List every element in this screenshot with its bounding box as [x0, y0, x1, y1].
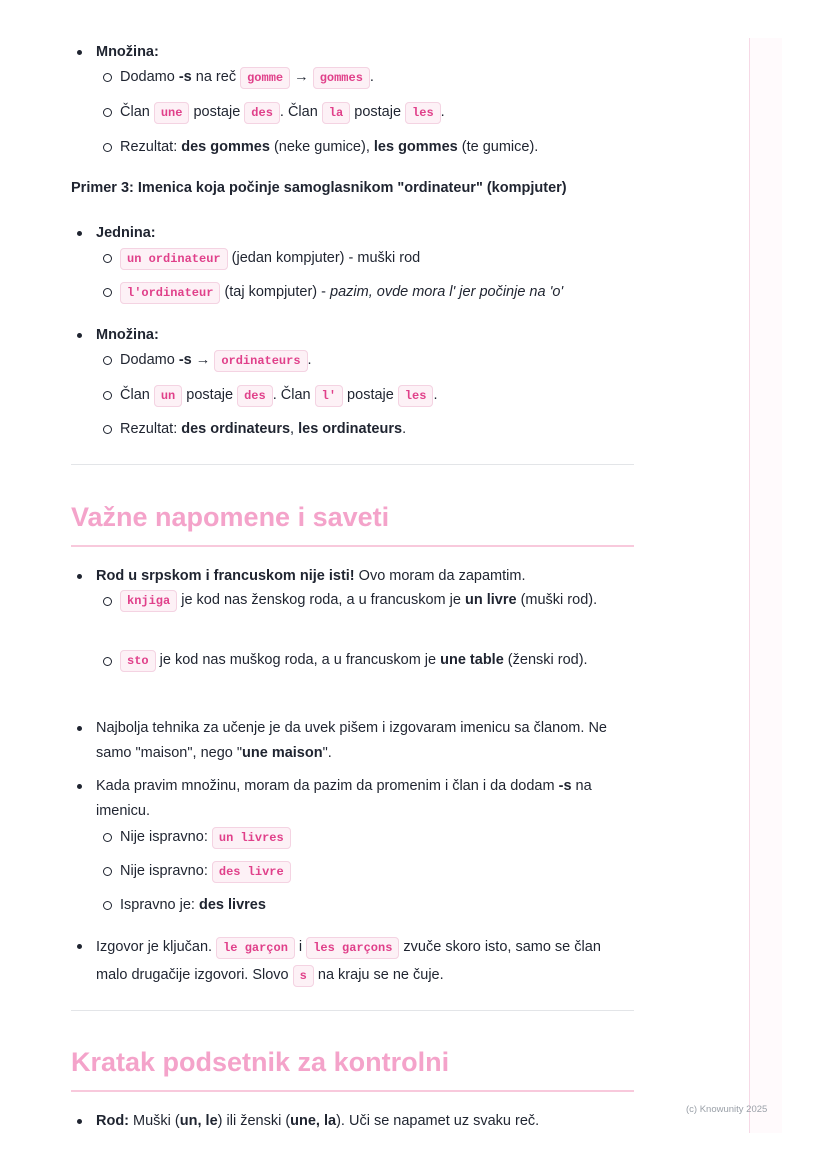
- code-snippet: sto: [120, 650, 156, 672]
- section-title: Važne napomene i saveti: [71, 502, 390, 532]
- copyright-footer: (c) Knowunity 2025: [686, 1104, 768, 1115]
- list-item-singular-heading: Jednina:: [96, 222, 156, 244]
- code-snippet: des: [237, 385, 273, 407]
- code-snippet: l': [315, 385, 343, 407]
- code-snippet: des livre: [212, 861, 291, 883]
- code-snippet: un: [154, 385, 182, 407]
- list-item: Rod: Muški (un, le) ili ženski (une, la). Uči se napamet uz svaku reč.: [96, 1110, 539, 1132]
- code-snippet: un ordinateur: [120, 248, 228, 270]
- section-title: Kratak podsetnik za kontrolni: [71, 1047, 450, 1077]
- code-snippet: une: [154, 102, 190, 124]
- code-snippet: un livres: [212, 827, 291, 849]
- list-item-plural-heading: Množina:: [96, 324, 159, 346]
- code-snippet: le garçon: [216, 937, 295, 959]
- list-item: Nije ispravno: des livre: [120, 860, 291, 883]
- list-item: Kada pravim množinu, moram da pazim da promenim i član i da dodam -s na imenicu.: [96, 774, 626, 824]
- list-item: Nije ispravno: un livres: [120, 826, 291, 849]
- list-item: Rod u srpskom i francuskom nije isti! Ovo moram da zapamtim.: [96, 565, 525, 587]
- code-snippet: ordinateurs: [214, 350, 307, 372]
- list-item: Rezultat: des gommes (neke gumice), les gommes (te gumice).: [120, 136, 538, 158]
- code-snippet: knjiga: [120, 590, 177, 612]
- list-item: Član un postaje des . Član l' postaje les .: [120, 384, 438, 407]
- list-item: knjiga je kod nas ženskog roda, a u francuskom je un livre (muški rod).: [120, 588, 610, 614]
- code-snippet: les garçons: [306, 937, 399, 959]
- code-snippet: des: [244, 102, 280, 124]
- code-snippet: les: [398, 385, 434, 407]
- section-title-underline: [71, 545, 634, 547]
- list-item: un ordinateur (jedan kompjuter) - muški rod: [120, 247, 420, 270]
- list-item: Izgovor je ključan. le garçon i les garçons zvuče skoro isto, samo se član malo drugačije izgovori. Slovo s na kraju se ne čuje.: [96, 934, 636, 990]
- list-item: Najbolja tehnika za učenje je da uvek pišem i izgovaram imenicu sa članom. Ne samo "maison", nego "une maison".: [96, 716, 636, 766]
- list-item: Dodamo -s na reč gomme → gommes .: [120, 66, 374, 89]
- list-item: Član une postaje des . Član la postaje les .: [120, 101, 445, 124]
- divider: [71, 464, 634, 465]
- divider: [71, 1010, 634, 1011]
- list-item: Ispravno je: des livres: [120, 894, 266, 916]
- list-item: Rezultat: des ordinateurs, les ordinateurs.: [120, 418, 406, 440]
- page-margin-strip: [749, 38, 782, 1133]
- list-item-plural-heading: Množina:: [96, 41, 159, 63]
- list-item: l'ordinateur (taj kompjuter) - pazim, ovde mora l' jer počinje na 'o': [120, 281, 563, 304]
- code-snippet: s: [293, 965, 314, 987]
- code-snippet: gomme: [240, 67, 290, 89]
- example-heading: Primer 3: Imenica koja počinje samoglasnikom "ordinateur" (kompjuter): [71, 180, 567, 196]
- code-snippet: la: [322, 102, 350, 124]
- code-snippet: gommes: [313, 67, 370, 89]
- code-snippet: les: [405, 102, 441, 124]
- code-snippet: l'ordinateur: [120, 282, 220, 304]
- list-item: sto je kod nas muškog roda, a u francuskom je une table (ženski rod).: [120, 648, 610, 674]
- list-item: Dodamo -s → ordinateurs .: [120, 349, 312, 372]
- section-title-underline: [71, 1090, 634, 1092]
